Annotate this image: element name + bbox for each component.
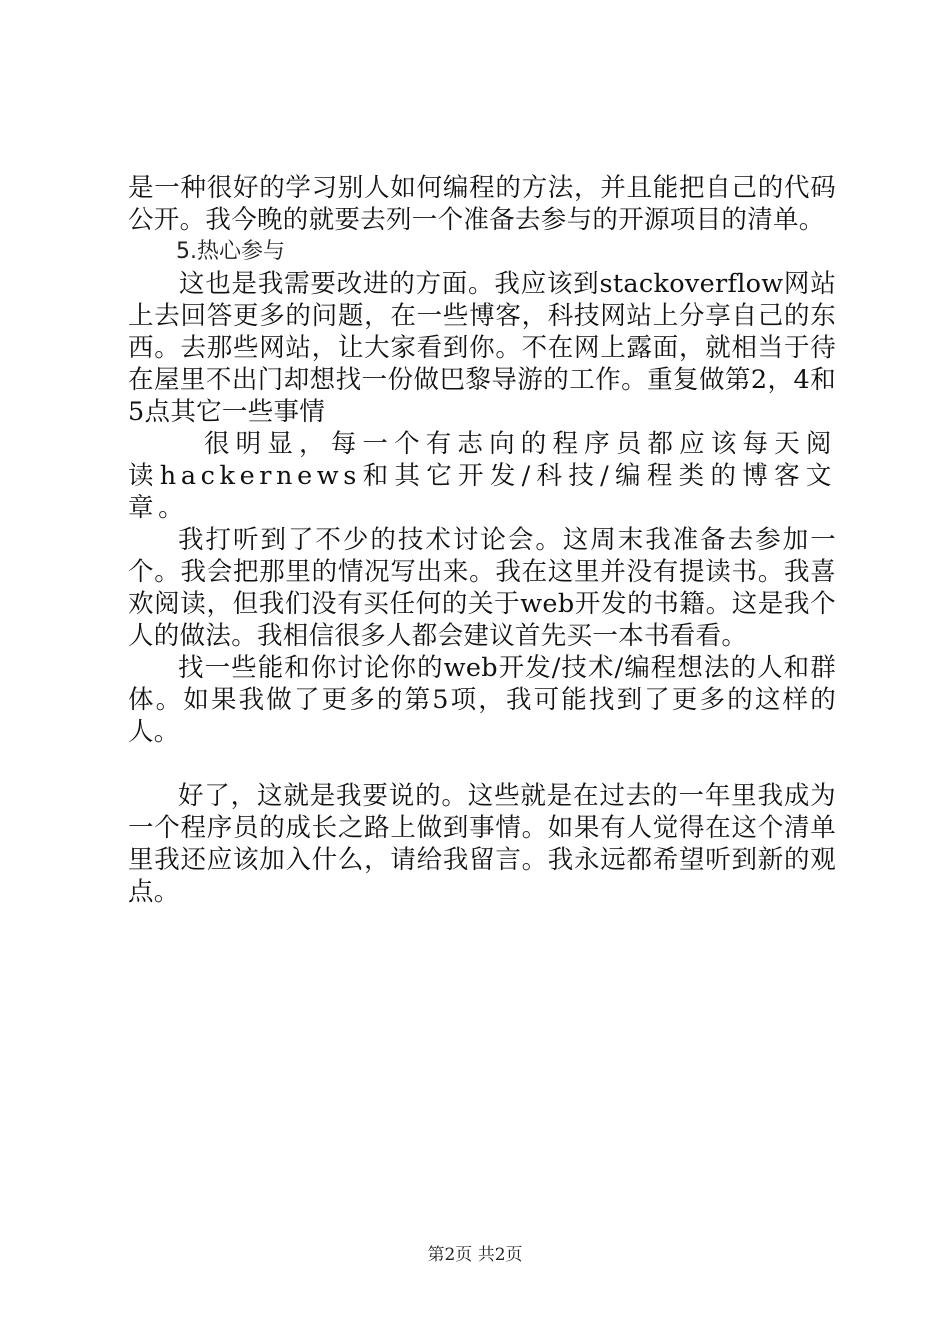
paragraph-spacer <box>128 748 836 780</box>
paragraph-conclusion: 好了，这就是我要说的。这些就是在过去的一年里我成为一个程序员的成长之路上做到事情。如果有人觉得在这个清单里我还应该加入什么，请给我留言。我永远都希望听到新的观点。 <box>128 781 836 907</box>
document-body <box>128 172 836 908</box>
paragraph-participate: 这也是我需要改进的方面。我应该到stackoverflow网站上去回答更多的问题，在一些博客，科技网站上分享自己的东西。去那些网站，让大家看到你。不在网上露面，就相当于待在屋里不出门却想找一份做巴黎导游的工作。重复做第2，4和5点其它一些事情 <box>128 269 836 427</box>
paragraph-tech-meetups: 我打听到了不少的技术讨论会。这周末我准备去参加一个。我会把那里的情况写出来。我在这里并没有提读书。我喜欢阅读，但我们没有买任何的关于web开发的书籍。这是我个人的做法。我相信很多人都会建议首先买一本书看看。 <box>128 525 836 651</box>
section-heading-5: 5.热心参与 <box>176 239 285 264</box>
paragraph-open-source: 是一种很好的学习别人如何编程的方法，并且能把自己的代码公开。我今晚的就要去列一个准备去参与的开源项目的清单。 <box>128 173 836 235</box>
paragraph-find-people: 找一些能和你讨论你的web开发/技术/编程想法的人和群体。如果我做了更多的第5项，我可能找到了更多的这样的人。 <box>128 653 836 747</box>
paragraph-hackernews: 很明显，每一个有志向的程序员都应该每天阅读hackernews和其它开发/科技/编程类的博客文章。 <box>128 429 836 523</box>
page-number-footer: 第2页 共2页 <box>427 1245 523 1265</box>
